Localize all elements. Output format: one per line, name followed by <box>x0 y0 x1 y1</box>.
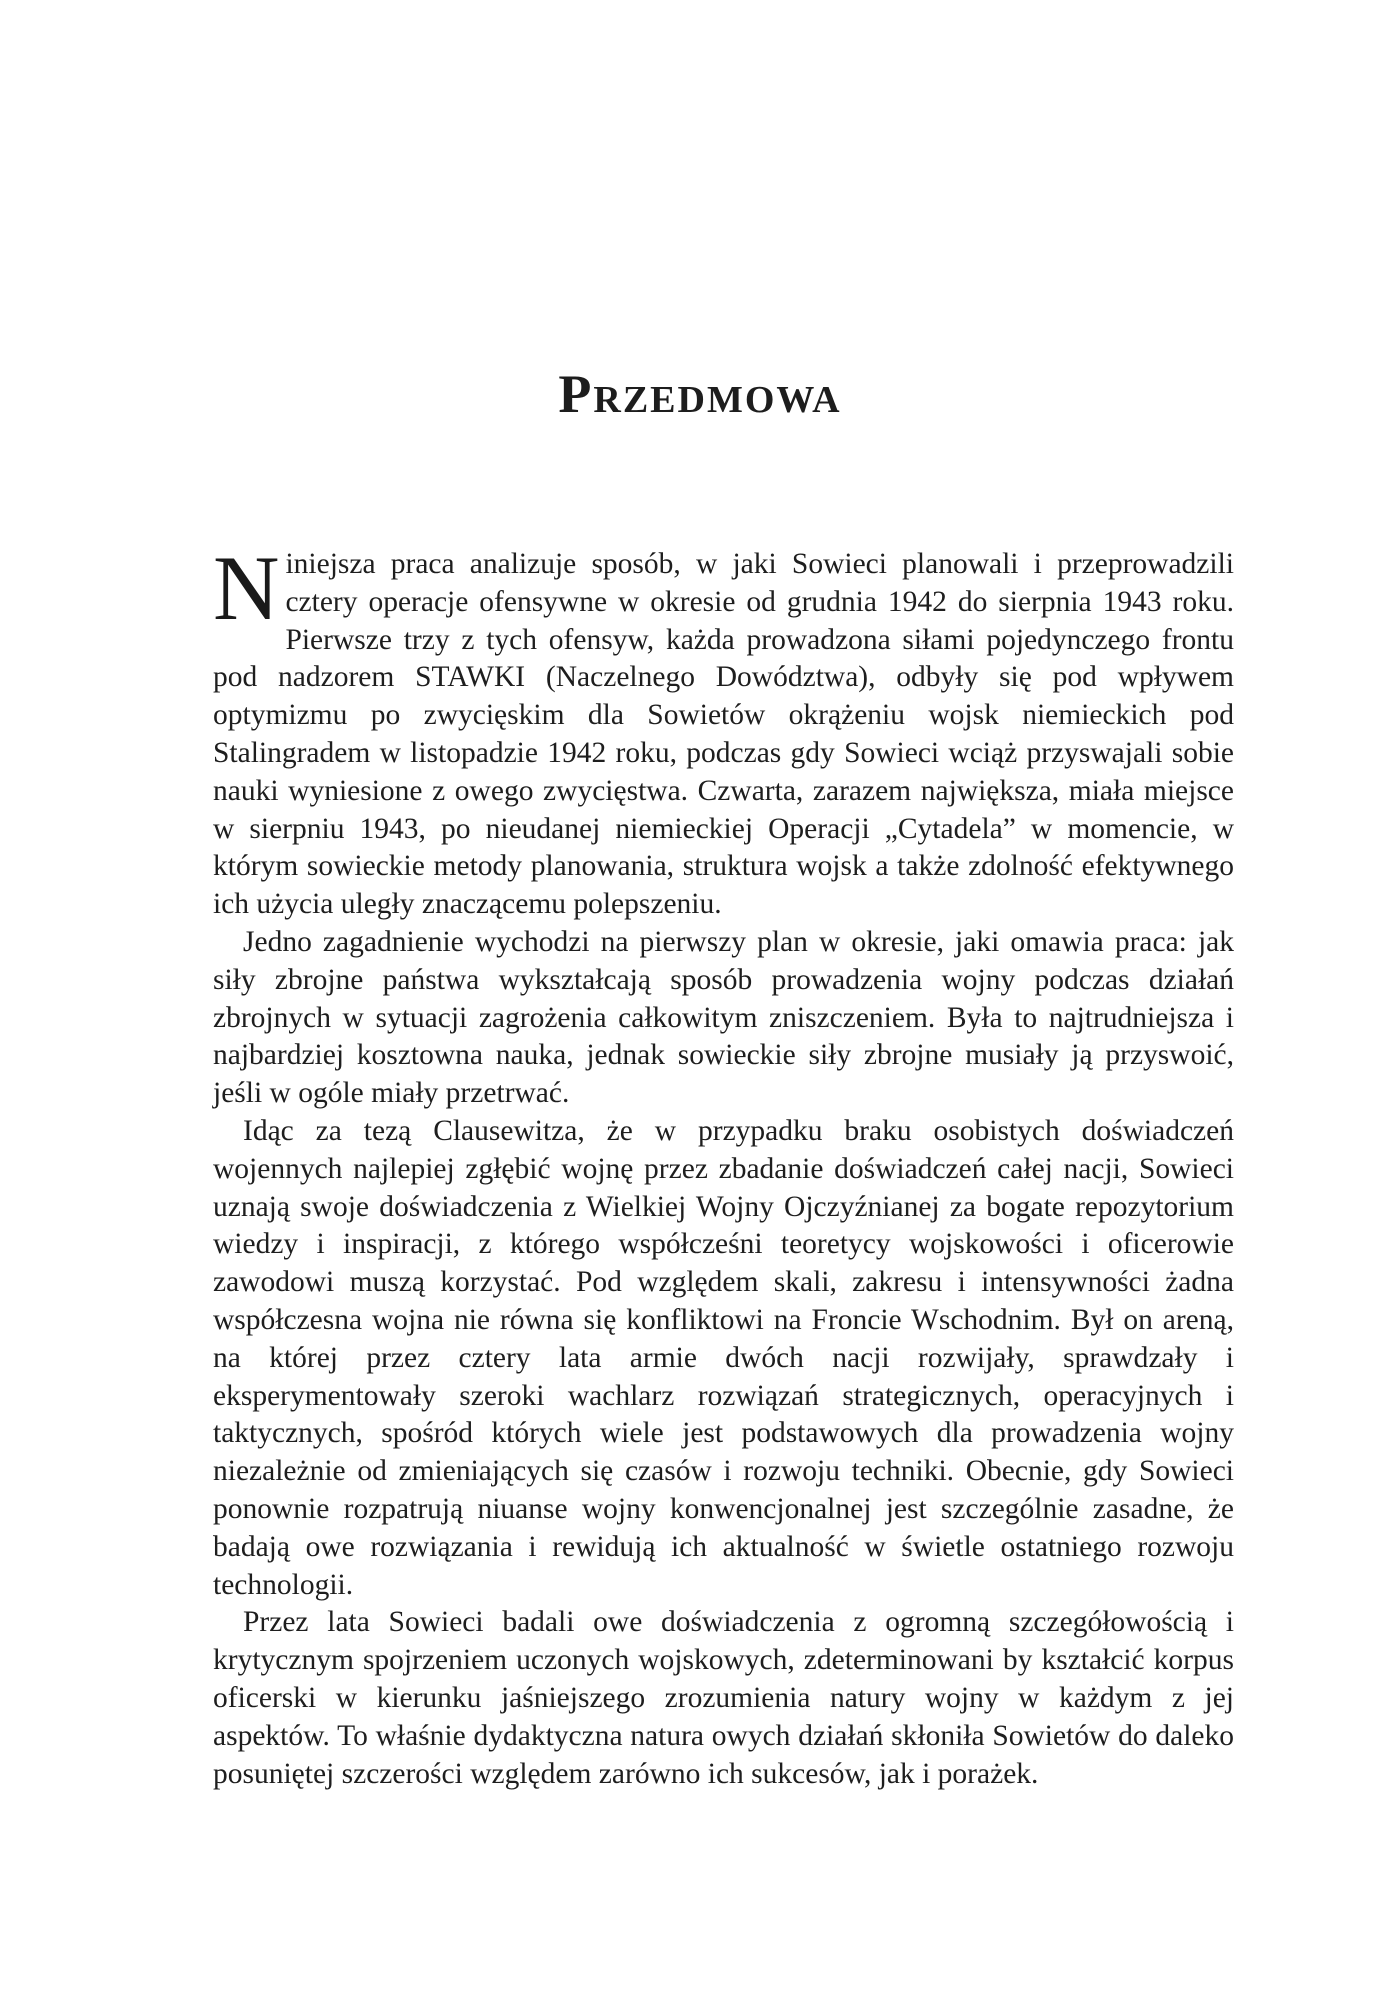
paragraph-4: Przez lata Sowieci badali owe doświadczenia z ogromną szczegółowością i krytycznym spojrzeniem uczonych wojskowych, zdeterminowani by kształcić korpus oficerski w kierunku jaśniejszego zrozumienia natury wojny w każdym z jej aspektów. To właśnie dydaktyczna natura owych działań skłoniła Sowietów do daleko posuniętej szczerości względem zarówno ich sukcesów, jak i porażek. <box>213 1606 1234 1790</box>
paragraph-1-text: iniejsza praca analizuje sposób, w jaki Sowieci planowali i przeprowadzili cztery operacje ofensywne w okresie od grudnia 1942 do sierpnia 1943 roku. Pierwsze trzy z tych ofensyw, każda prowadzona siłami pojedynczego frontu pod nadzorem STAWKI (Naczelnego Dowództwa), odbyły się pod wpływem optymizmu po zwycięskim dla Sowietów okrążeniu wojsk niemieckich pod Stalingradem w listopadzie 1942 roku, podczas gdy Sowieci wciąż przyswajali sobie nauki wyniesione z owego zwycięstwa. Czwarta, zarazem największa, miała miejsce w sierpniu 1943, po nieudanej niemieckiej Operacji „Cytadela” w momencie, w którym sowieckie metody planowania, struktura wojsk a także zdolność efektywnego ich użycia uległy znaczącemu polepszeniu. <box>213 548 1234 921</box>
paragraph-3: Idąc za tezą Clausewitza, że w przypadku braku osobistych doświadczeń wojennych najlepiej zgłębić wojnę przez zbadanie doświadczeń całej nacji, Sowieci uznają swoje doświadczenia z Wielkiej Wojny Ojczyźnianej za bogate repozytorium wiedzy i inspiracji, z którego współcześni teoretycy wojskowości i oficerowie zawodowi muszą korzystać. Pod względem skali, zakresu i intensywności żadna współczesna wojna nie równa się konfliktowi na Froncie Wschodnim. Był on areną, na której przez cztery lata armie dwóch nacji rozwijały, sprawdzały i eksperymentowały szeroki wachlarz rozwiązań strategicznych, operacyjnych i taktycznych, spośród których wiele jest podstawowych dla prowadzenia wojny niezależnie od zmieniających się czasów i rozwoju techniki. Obecnie, gdy Sowieci ponownie rozpatrują niuanse wojny konwencjonalnej jest szczególnie zasadne, że badają owe rozwiązania i rewidują ich aktualność w świetle ostatniego rozwoju technologii. <box>213 1114 1234 1601</box>
paragraph-2: Jedno zagadnienie wychodzi na pierwszy plan w okresie, jaki omawia praca: jak siły zbrojne państwa wykształcają sposób prowadzenia wojny podczas działań zbrojnych w sytuacji zagrożenia całkowitym zniszczeniem. Była to najtrudniejsza i najbardziej kosztowna nauka, jednak sowieckie siły zbrojne musiały ją przyswoić, jeśli w ogóle miały przetrwać. <box>213 925 1234 1110</box>
chapter-title: Przedmowa <box>558 364 842 424</box>
drop-cap: N <box>213 537 280 639</box>
paragraph-1 <box>213 537 1234 924</box>
body-text <box>213 537 1234 1793</box>
